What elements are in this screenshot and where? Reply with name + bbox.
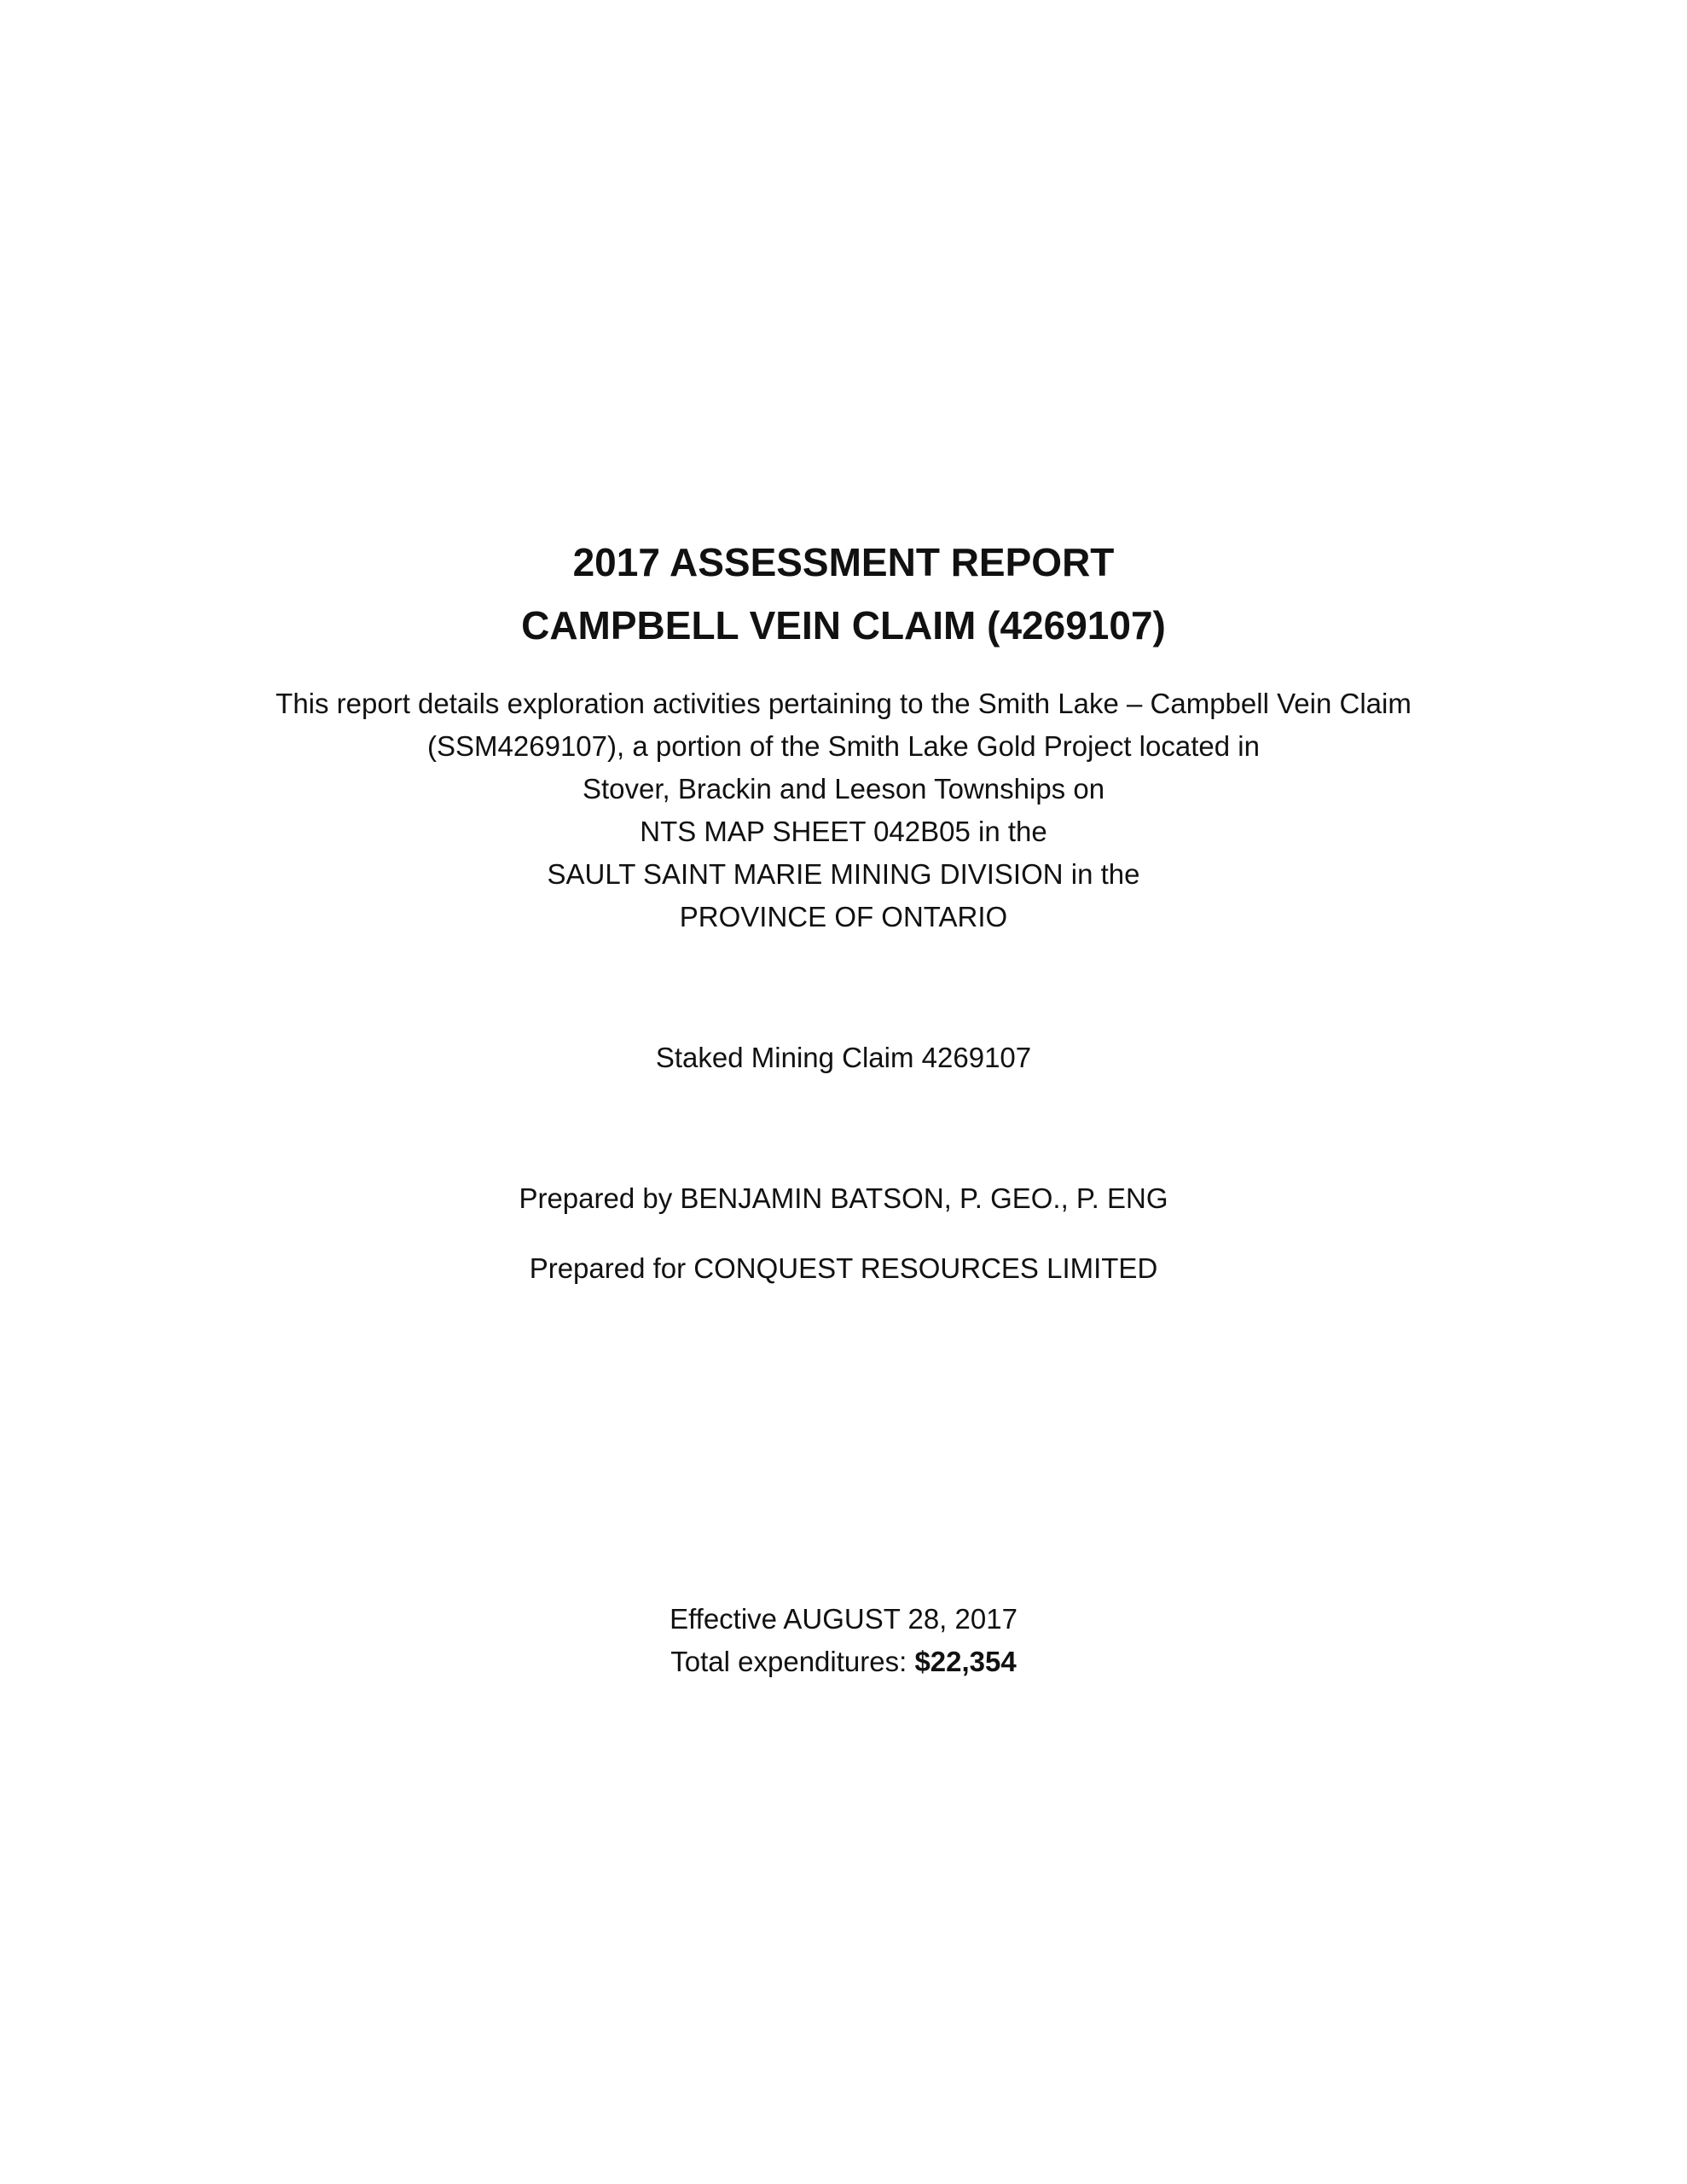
prepared-by: Prepared by BENJAMIN BATSON, P. GEO., P. ENG — [519, 1182, 1168, 1214]
total-expenditures — [0, 1641, 1687, 1683]
expenditures-value: $22,354 — [914, 1646, 1017, 1677]
claim-number: Staked Mining Claim 4269107 — [655, 1042, 1032, 1073]
description-line-4: NTS MAP SHEET 042B05 in the — [640, 816, 1047, 847]
description-line-3: Stover, Brackin and Leeson Townships on — [582, 773, 1105, 804]
description-line-6: PROVINCE OF ONTARIO — [679, 901, 1008, 932]
description-line-2: (SSM4269107), a portion of the Smith Lake Gold Project located in — [427, 730, 1260, 762]
report-title: 2017 ASSESSMENT REPORT — [572, 540, 1115, 584]
prepared-for: Prepared for CONQUEST RESOURCES LIMITED — [529, 1252, 1158, 1284]
report-subtitle: CAMPBELL VEIN CLAIM (4269107) — [521, 603, 1166, 648]
description-line-5: SAULT SAINT MARIE MINING DIVISION in the — [547, 858, 1140, 890]
expenditures-label: Total expenditures: — [670, 1646, 915, 1677]
effective-date: Effective AUGUST 28, 2017 — [670, 1603, 1017, 1635]
description-line-1: This report details exploration activities pertaining to the Smith Lake – Campbell Vein Claim — [275, 688, 1412, 719]
